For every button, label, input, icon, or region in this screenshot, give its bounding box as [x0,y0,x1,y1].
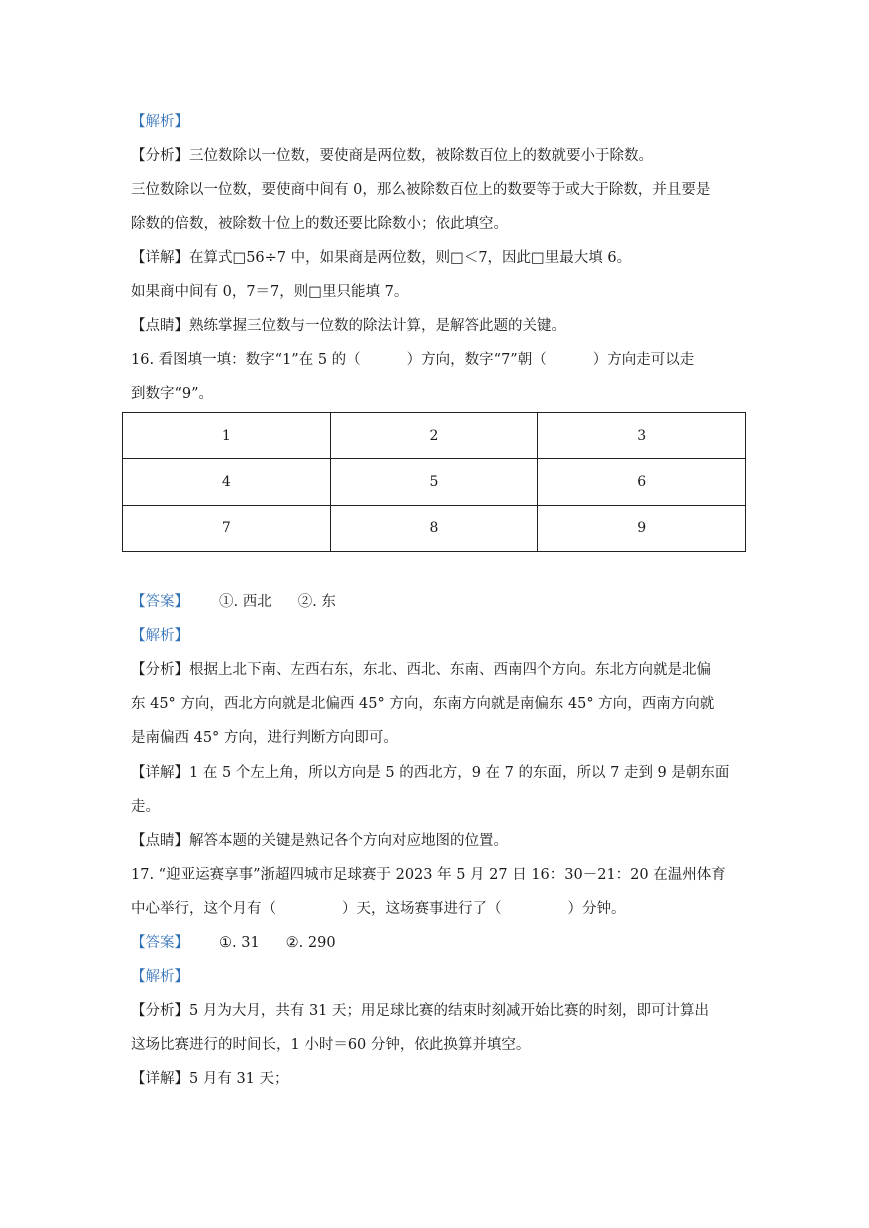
grid-row [123,413,746,459]
question-17-stem-line [131,899,626,919]
grid-cell: 9 [538,505,746,551]
detail-text-line: 走。 [131,799,160,815]
analysis-text-line: 东 45° 方向，西北方向就是北偏西 45° 方向，东南方向就是南偏东 45° 方向，西南方向就 [131,696,715,712]
question-text: 中心举行，这个月有（ [131,901,276,917]
question-16-stem [131,350,694,370]
question-17-stem: 17. “迎亚运赛享事”浙超四城市足球赛于 2023 年 5 月 27 日 16：30－21：20 在温州体育 [131,867,726,883]
detail-tag: 【详解】 [131,250,189,266]
analysis-tag: 【分析】 [131,662,189,678]
analysis-text-line: 除数的倍数，被除数十位上的数还要比除数小；依此填空。 [131,216,508,232]
question-16-stem-line: 到数字“9”。 [131,386,214,402]
analysis-text-line: 这场比赛进行的时间长，1 小时＝60 分钟，依此换算并填空。 [131,1037,531,1053]
grid-cell: 6 [538,459,746,505]
key-point-tag: 【点睛】 [131,318,189,334]
answer-item: ①. 31 [219,935,260,951]
key-point-tag: 【点睛】 [131,833,189,849]
analysis-paragraph [131,146,653,166]
key-point-paragraph [131,831,508,851]
key-point-paragraph [131,316,566,336]
answer-item: ②. 290 [285,935,336,951]
answer-tag: 【答案】 [131,594,189,610]
question-text: 16. 看图填一填：数字“1”在 5 的（ [131,352,361,368]
answer-item: ①. 西北 [219,594,272,610]
question-text: ）方向走可以走 [592,352,695,368]
analysis-tag: 【分析】 [131,1003,189,1019]
grid-cell: 8 [330,505,538,551]
grid-cell: 5 [330,459,538,505]
analysis-text-line: 三位数除以一位数，要使商中间有 0，那么被除数百位上的数要等于或大于除数，并且要是 [131,182,711,198]
key-point-text: 熟练掌握三位数与一位数的除法计算，是解答此题的关键。 [189,318,566,334]
question-text: ）天，这场赛事进行了（ [342,901,502,917]
analysis-text-line: 是南偏西 45° 方向，进行判断方向即可。 [131,730,398,746]
number-grid [122,412,746,552]
grid-row [123,459,746,505]
detail-tag: 【详解】 [131,1071,189,1087]
grid-cell: 7 [123,505,331,551]
detail-paragraph [131,1069,289,1089]
answer-tag: 【答案】 [131,935,189,951]
analysis-tag: 【分析】 [131,148,189,164]
analysis-paragraph [131,660,711,680]
grid-cell: 3 [538,413,746,459]
analysis-text: 三位数除以一位数，要使商是两位数，被除数百位上的数就要小于除数。 [189,148,653,164]
analysis-heading: 【解析】 [131,114,189,130]
key-point-text: 解答本题的关键是熟记各个方向对应地图的位置。 [189,833,508,849]
detail-paragraph [131,248,631,268]
analysis-heading: 【解析】 [131,969,189,985]
detail-tag: 【详解】 [131,765,189,781]
answer-item: ②. 东 [297,594,336,610]
grid-cell: 2 [330,413,538,459]
grid-cell: 4 [123,459,331,505]
answer-paragraph [131,592,336,612]
analysis-paragraph [131,1001,709,1021]
question-text: ）方向，数字“7”朝（ [406,352,547,368]
grid-cell: 1 [123,413,331,459]
detail-paragraph [131,763,729,783]
detail-text-line: 如果商中间有 0，7＝7，则□里只能填 7。 [131,284,409,300]
analysis-text: 根据上北下南、左西右东，东北、西北、东南、西南四个方向。东北方向就是北偏 [189,662,711,678]
detail-text: 1 在 5 个左上角，所以方向是 5 的西北方，9 在 7 的东面，所以 7 走到 9 是朝东面 [189,765,730,781]
question-text: ）分钟。 [567,901,626,917]
detail-text: 5 月有 31 天； [189,1071,289,1087]
answer-paragraph [131,933,336,953]
detail-text: 在算式□56÷7 中，如果商是两位数，则□＜7，因此□里最大填 6。 [189,250,632,266]
grid-row [123,505,746,551]
analysis-text: 5 月为大月，共有 31 天；用足球比赛的结束时刻减开始比赛的时刻，即可计算出 [189,1003,710,1019]
analysis-heading: 【解析】 [131,628,189,644]
